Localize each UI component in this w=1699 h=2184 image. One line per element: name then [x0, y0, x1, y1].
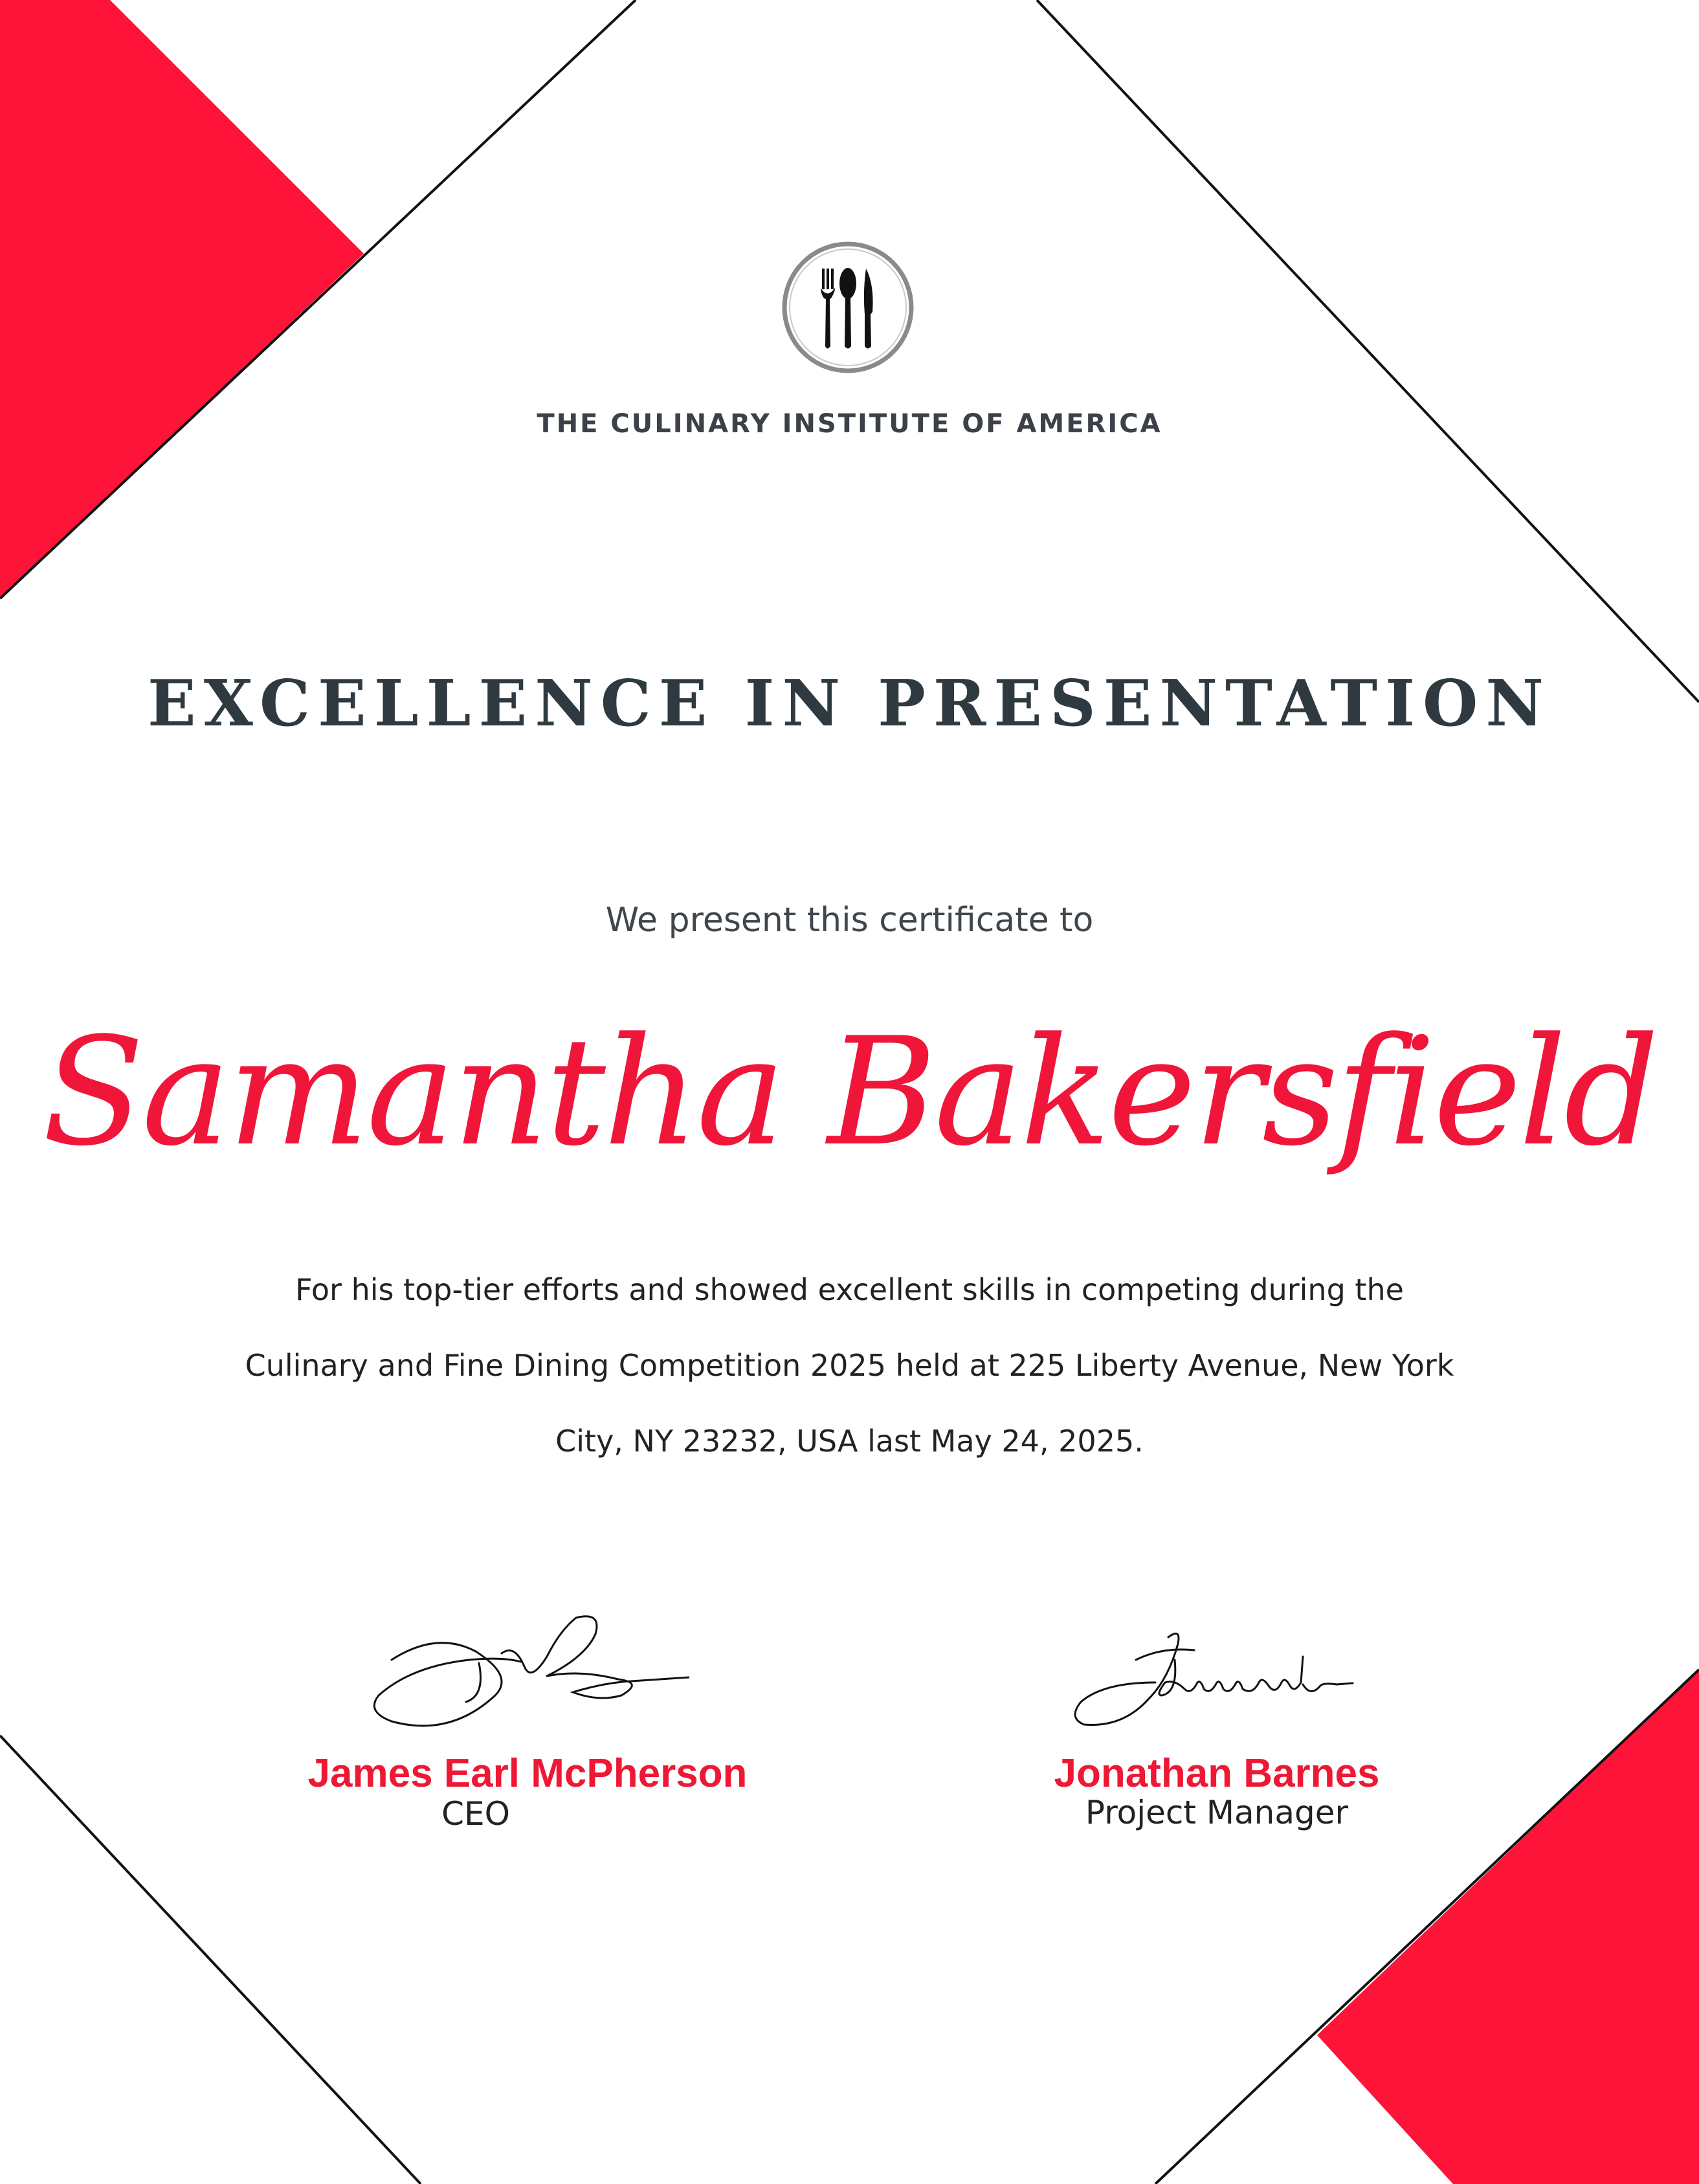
frame-line-top-right [1037, 0, 1699, 702]
organization-name: THE CULINARY INSTITUTE OF AMERICA [537, 409, 1162, 439]
signatory-role-project-manager: Project Manager [1085, 1794, 1349, 1831]
signatory-name-project-manager: Jonathan Barnes [1054, 1751, 1380, 1796]
signature-jonathan-barnes [1065, 1621, 1356, 1737]
bottom-right-red-corner [1317, 1670, 1699, 2184]
top-left-red-corner [0, 0, 364, 599]
body-line: Culinary and Fine Dining Competition 2025 held at 225 Liberty Avenue, New York [245, 1348, 1454, 1383]
signature-james-earl-mcpherson [353, 1605, 689, 1737]
certificate-title: EXCELLENCE IN PRESENTATION [148, 667, 1551, 741]
presentation-intro: We present this certificate to [605, 901, 1094, 940]
signatory-name-ceo: James Earl McPherson [307, 1751, 748, 1796]
signatory-role-ceo: CEO [441, 1795, 510, 1833]
fork-spoon-knife-icon [780, 239, 916, 375]
recipient-name: Samantha Bakersfield [42, 1006, 1657, 1179]
certificate-body [220, 1252, 1479, 1479]
body-line: City, NY 23232, USA last May 24, 2025. [555, 1424, 1144, 1459]
body-line: For his top-tier efforts and showed excellent skills in competing during the [295, 1272, 1404, 1307]
